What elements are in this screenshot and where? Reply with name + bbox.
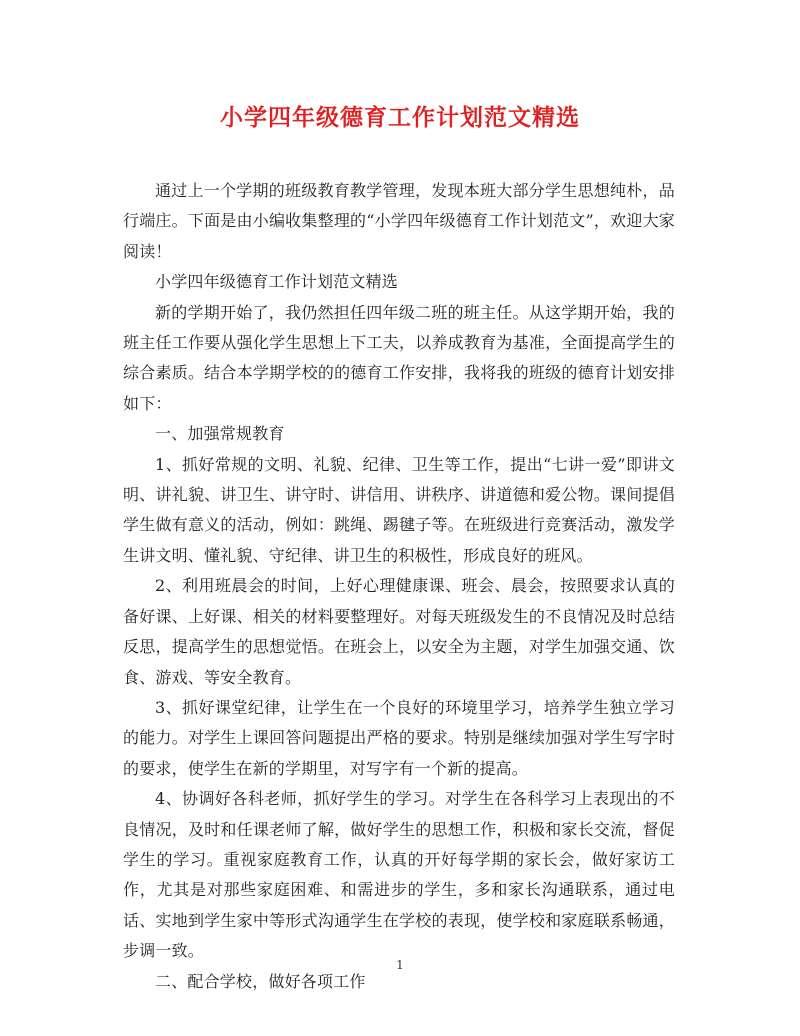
- subtitle-paragraph: 小学四年级德育工作计划范文精选: [155, 272, 399, 292]
- section-heading-2: 二、配合学校，做好各项工作: [155, 971, 366, 991]
- page-number: 1: [396, 958, 404, 972]
- item-paragraph-4: 4、协调好各科老师，抓好学生的学习。对学生在各科学习上表现出的不良情况，及时和任课老师了解，做好学生的思想工作，积极和家长交流，督促学生的学习。重视家庭教育工作，认真的开好每学期的家长会，做好家访工作，尤其是对那些家庭困难、和需进步的学生，多和家长沟通联系，通过电话、实地到学生家中等形式沟通学生在学校的表现，使学校和家庭联系畅通，步调一致。: [123, 789, 675, 961]
- document-body: [123, 176, 675, 997]
- item-paragraph-2: 2、利用班晨会的时间，上好心理健康课、班会、晨会，按照要求认真的备好课、上好课、相关的材料要整理好。对每天班级发生的不良情况及时总结反思，提高学生的思想觉悟。在班会上，以安全为主题，对学生加强交通、饮食、游戏、等安全教育。: [123, 576, 675, 687]
- opening-paragraph: 新的学期开始了，我仍然担任四年级二班的班主任。从这学期开始，我的班主任工作要从强化学生思想上下工夫，以养成教育为基准，全面提高学生的综合素质。结合本学期学校的的德育工作安排，我将我的班级的德育计划安排如下：: [123, 302, 675, 413]
- document-title: 小学四年级德育工作计划范文精选: [220, 104, 580, 131]
- item-paragraph-3: 3、抓好课堂纪律，让学生在一个良好的环境里学习，培养学生独立学习的能力。对学生上课回答问题提出严格的要求。特别是继续加强对学生写字时的要求，使学生在新的学期里，对写字有一个新的提高。: [123, 697, 675, 778]
- intro-paragraph: 通过上一个学期的班级教育教学管理，发现本班大部分学生思想纯朴，品行端庄。下面是由小编收集整理的“小学四年级德育工作计划范文”，欢迎大家阅读！: [123, 181, 675, 261]
- item-paragraph-1: 1、抓好常规的文明、礼貌、纪律、卫生等工作，提出“七讲一爱”即讲文明、讲礼貌、讲卫生、讲守时、讲信用、讲秩序、讲道德和爱公物。课间提倡学生做有意义的活动，例如：跳绳、踢毽子等。在班级进行竞赛活动，激发学生讲文明、懂礼貌、守纪律、讲卫生的积极性，形成良好的班风。: [123, 454, 675, 565]
- section-heading-1: 一、加强常规教育: [155, 424, 285, 444]
